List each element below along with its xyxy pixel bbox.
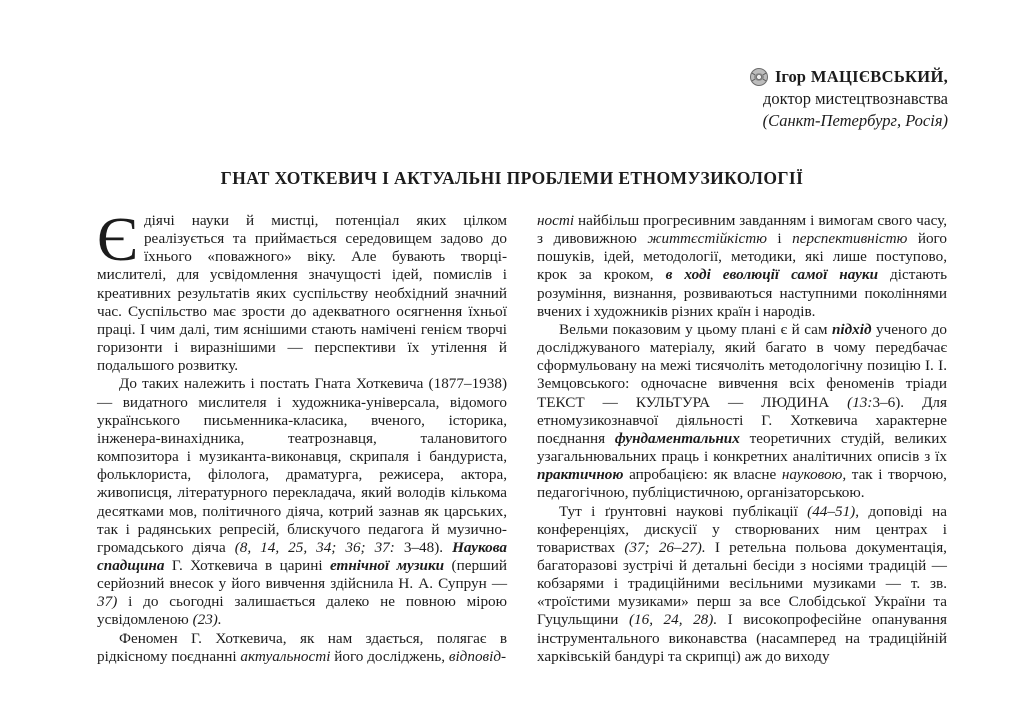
emphasis: відповід- [448,647,507,665]
paragraph-5 [537,321,947,503]
author-block [749,66,948,132]
citation: 37) [97,593,118,611]
text-run: І високопрофесійне опанування інструментального виконавства (насамперед на традиційній харківській бандурі та скрипці) аж до виходу [537,611,947,665]
right-column [537,212,947,666]
text-run: Г. Хоткевича в царині [164,556,330,574]
text-run: його досліджень, [330,647,449,665]
text-run: , доповіді на конференціях, дискусії у створюваних ним центрах і товариствах [537,502,948,556]
text-run: Вельми показовим у цьому плані є й сам [559,320,832,338]
paragraph-2 [97,375,507,629]
citation: (8, 14, 25, 34; 36; 37: [234,538,395,556]
ornament-icon [749,67,769,87]
text-run: Тут і ґрунтовні наукові публікації [559,502,808,520]
text-run: (перший серйозний внесок у його вивчення здійснила Н. А. Супрун — [97,556,507,593]
text-run: І ретельна польова документація, багаторазові зустрічі й детальні бесіди з носіями традицій — кобзарями і традиційними весільними музиками — т. зв. «троїстими музиками» перш за все Слобідської України та Гуцульщини [537,538,947,629]
text-run: і до сьогодні залишається далеко не повною мірою усвідомленою [97,593,507,629]
emphasis: практичною [537,466,624,484]
text-run: До таких належить і постать Гната Хоткевича (1877–1938) — видатного мислителя і художника-універсала, відомого українського письменника-класика, вченого, історика, інженера-винахідника, театрознавця, талановитого композитора і музиканта-виконавця, скрипаля і бандуриста, фольклориста, філолога, драматурга, режисера, актора, живописця, літературного перекладача, який володів кількома десятками мов, політичного діяча, котрий зазнав як царських, так і радянських репресій, блискучого педагога й музично-громадського діяча [97,375,507,556]
citation: (44–51) [807,502,856,520]
emphasis: Наукова спадщина [97,538,507,574]
citation: (23). [192,611,222,629]
emphasis: етнічної музики [329,556,445,574]
emphasis: життєстійкістю [647,230,767,248]
text-run: апробацією: як власне [623,466,782,484]
text-run: так і творчою, педагогічною, публіцистичною, організаторською. [537,466,947,502]
citation: (13: [847,393,873,411]
author-place: (Санкт-Петербург, Росія) [762,111,948,130]
left-column [97,206,507,666]
text-run: 3–48). [394,538,453,556]
text-run: Феномен Г. Хоткевича, як нам здається, полягає в рідкісному поєднанні [97,629,507,665]
emphasis: перспективністю [792,230,908,248]
text-run: найбільш прогресивним завданням і вимогам свого часу, з дивовижною [537,212,947,248]
text-run: дістають розуміння, визнання, розвиваються наступними поколіннями вчених і художників різних країн і народів. [537,266,947,320]
citation: (16, 24, 28). [628,611,718,629]
paragraph-3 [97,630,507,666]
emphasis: актуальності [240,647,331,665]
emphasis: фундаментальних [614,429,740,447]
drop-cap: Є [97,206,138,274]
paragraph-6 [537,503,947,666]
text-run: його пошуків, ідей, методології, методики, які лише поступово, крок за кроком, [537,230,947,284]
text-run: теоретичних студій, великих узагальнювальних праць і конкретних аналітичних описів з їх [537,429,947,466]
author-last-name: МАЦІЄВСЬКИЙ, [810,67,948,86]
author-title: доктор мистецтвознавства [763,89,948,108]
text-run: ученого до досліджуваного матеріалу, який багато в чому передбачає сформульовану на межі тисячоліть методологічну позицію І. І. Земцовського: одночасне вивчення всіх феноменів тріади ТЕКСТ — КУЛЬТУРА — ЛЮДИНА [537,320,947,411]
emphasis: в ході еволюції самої науки [665,266,879,284]
emphasis: підхід [831,320,872,338]
author-first-name: Ігор [774,67,806,86]
paragraph-1 [97,206,507,375]
text-run: і [766,230,793,248]
text-run: 3–6). Для етномузикознавчої діяльності Г. Хоткевича характерне поєднання [537,393,947,447]
author-name-line [749,66,948,88]
emphasis: науковою, [781,466,847,484]
paragraph-1-text: діячі науки й мистці, потенціал яких цілком реалізується та приймається середовищем задово до їхнього «поважного» віку. Але бувають творці-мислителі, для усвідомлення значущості ідей, помислів і креативних результатів яких суспільству необхідний значний час. Суспільство має зрости до адекватного осягнення їхньої праці. І чим далі, тим яснішими стають намічені генієм творчі горизонти і виразнішими — перспективи їх утілення й подальшого розвитку. [97,212,507,375]
emphasis: ності [537,212,575,229]
paragraph-4 [537,212,947,321]
citation: (37; 26–27). [624,538,706,556]
article-title: ГНАТ ХОТКЕВИЧ І АКТУАЛЬНІ ПРОБЛЕМИ ЕТНОМУЗИКОЛОГІЇ [220,168,804,188]
